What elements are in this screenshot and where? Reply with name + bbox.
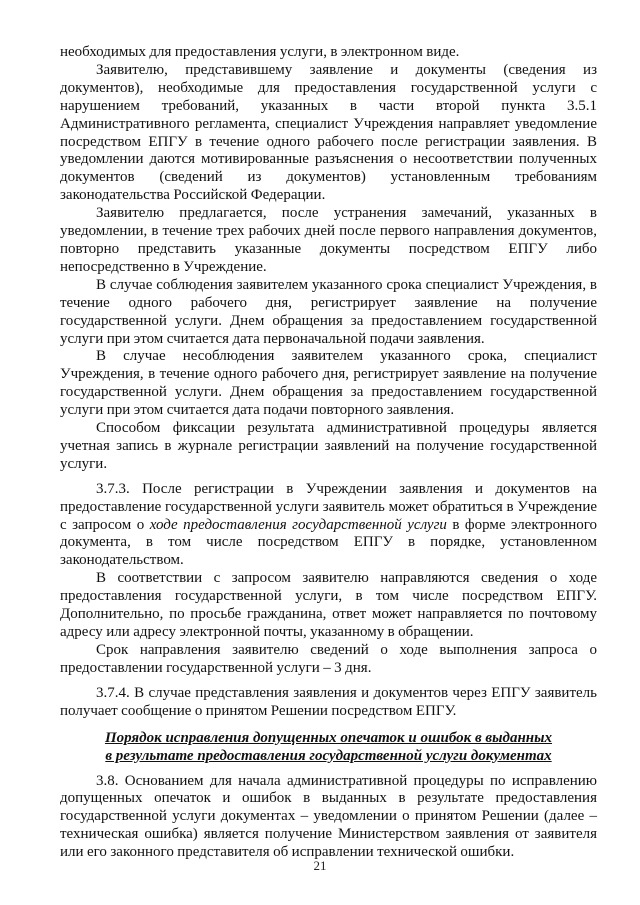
section-heading-line: в результате предоставления государственной услуги документах (105, 747, 552, 764)
paragraph-3-7-4: 3.7.4. В случае представления заявления и документов через ЕПГУ заявитель получает сообщение о принятом Решении посредством ЕПГУ. (60, 684, 597, 719)
section-heading (60, 729, 597, 765)
paragraph: В соответствии с запросом заявителю направляются сведения о ходе предоставления государственной услуги, в том числе посредством ЕПГУ. Дополнительно, по просьбе гражданина, ответ может направляется по почтовому адресу или адресу электронной почты, указанному в обращении. (60, 570, 597, 640)
paragraph: Заявителю, представившему заявление и документы (сведения из документов), необходимые для предоставления государственной услуги с нарушением требований, указанных в части второй пункта 3.5.1 Административного регламента, специалист Учреждения направляет уведомление посредством ЕПГУ в течение одного рабочего после регистрации заявления. В уведомлении даются мотивированные разъяснения о несоответствии полученных документов (сведений из документов) установленным требованиям законодательства Российской Федерации. (60, 61, 597, 204)
paragraph: В случае соблюдения заявителем указанного срока специалист Учреждения, в течение одного рабочего дня, регистрирует заявление на получение государственной услуги. Днем обращения за предоставлением государственной услуги при этом считается дата первоначальной подачи заявления. (60, 276, 597, 347)
paragraph: Срок направления заявителю сведений о ходе выполнения запроса о предоставлении государственной услуги – 3 дня. (60, 641, 597, 676)
paragraph-text: в форме электронного документа, в том числе посредством ЕПГУ в порядке, установленном законодательством. (60, 516, 597, 569)
italic-phrase: ходе предоставления государственной услуги (149, 516, 447, 533)
page-number: 21 (313, 858, 327, 873)
section-heading-line: Порядок исправления допущенных опечаток и ошибок в выданных (104, 729, 553, 746)
paragraph-text: 3.7.3. После регистрации в Учреждении заявления и документов на предоставление государственной услуги заявитель может обратиться в Учреждение с запросом о (60, 480, 597, 533)
paragraph: необходимых для предоставления услуги, в электронном виде. (60, 44, 460, 60)
paragraph-3-7-3 (60, 481, 597, 571)
paragraph-3-8: 3.8. Основанием для начала административной процедуры по исправлению допущенных опечаток и ошибок в выданных в результате предоставления государственной услуги документах – уведомлении о принятом Решении (далее – техническая ошибка) является получение Министерством заявления от заявителя или его законного представителя об исправлении технической ошибки. (60, 772, 597, 861)
paragraph: Способом фиксации результата административной процедуры является учетная запись в журнале регистрации заявлений на получение государственной услуги. (60, 420, 597, 472)
paragraph: Заявителю предлагается, после устранения замечаний, указанных в уведомлении, в течение трех рабочих дней после первого направления документов, повторно представить указанные документы посредством ЕПГУ либо непосредственно в Учреждение. (60, 205, 597, 275)
paragraph: В случае несоблюдения заявителем указанного срока, специалист Учреждения, в течение одного рабочего дня, регистрирует заявление на получение государственной услуги. Днем обращения за предоставлением государственной услуги при этом считается дата подачи повторного заявления. (60, 348, 597, 419)
